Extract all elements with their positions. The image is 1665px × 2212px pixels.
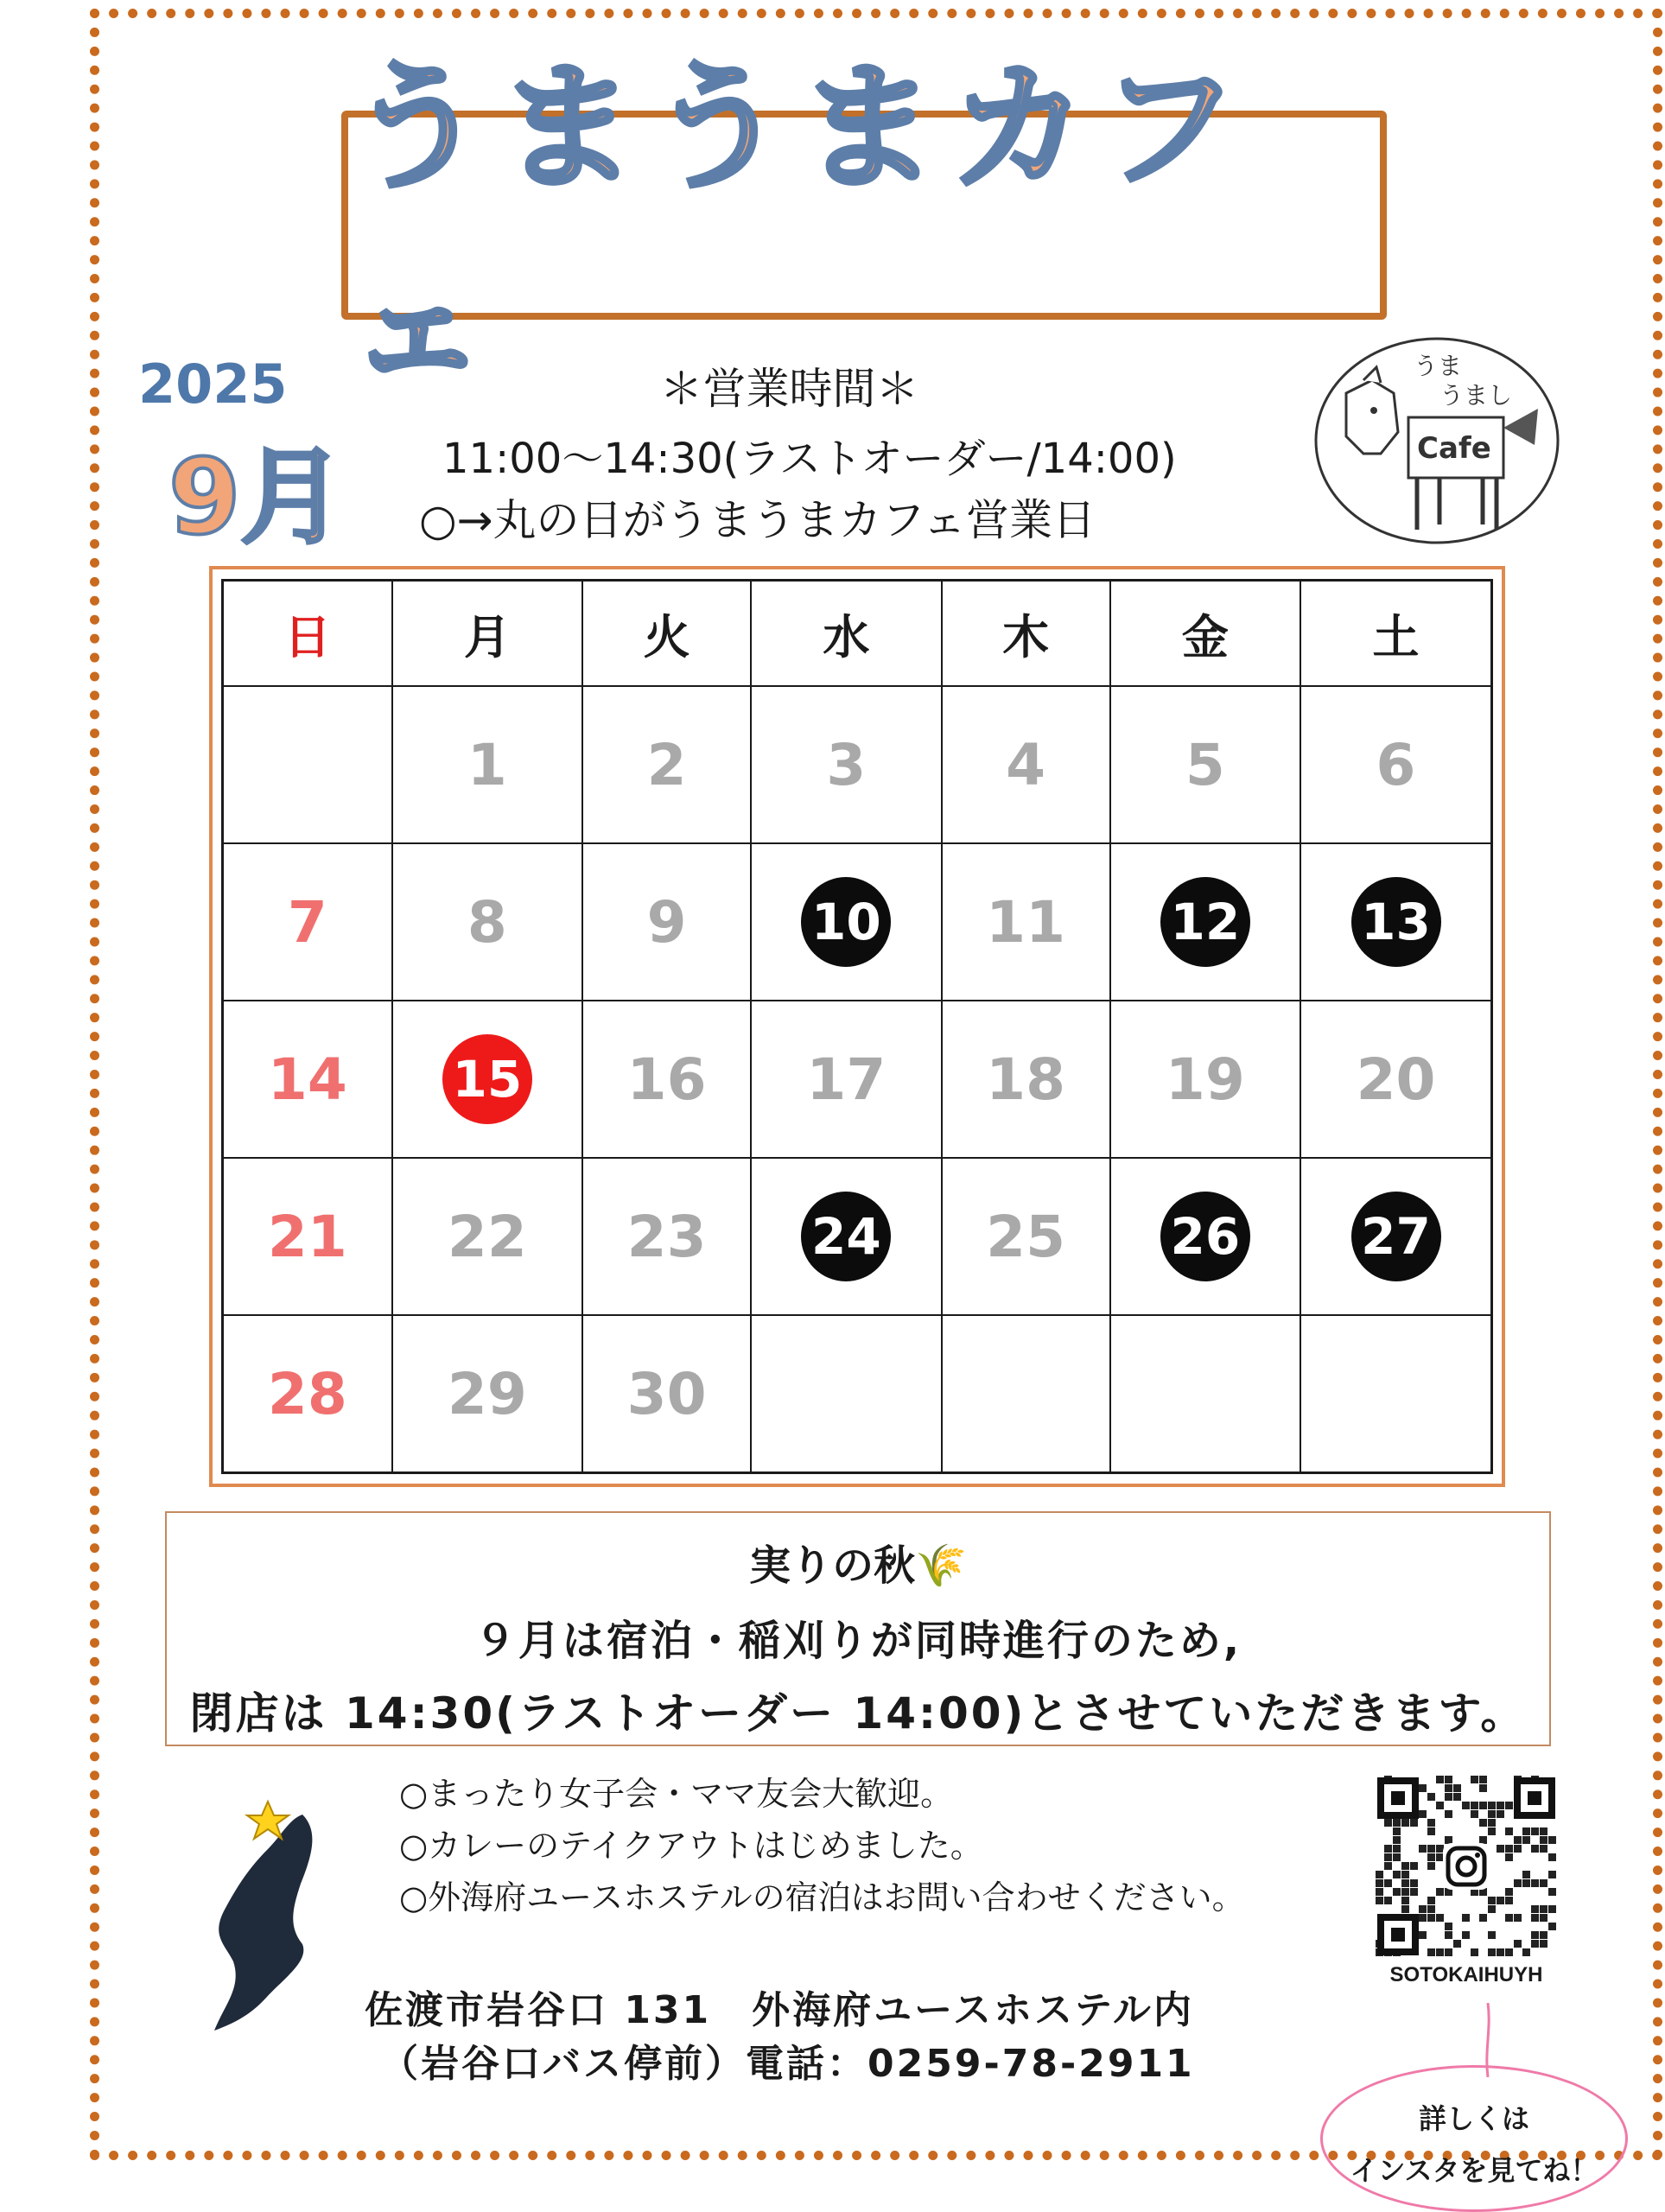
logo-cafe-sign: Cafe — [1417, 431, 1491, 466]
calendar-day-cell — [942, 1158, 1110, 1315]
day-number: 17 — [806, 1046, 887, 1113]
day-number: 9 — [646, 888, 687, 956]
calendar-week-row — [223, 843, 1492, 1001]
calendar-day-cell — [751, 843, 941, 1001]
weekday-header: 土 — [1300, 581, 1491, 687]
open-day-note: ○→丸の日がうまうまカフェ営業日 — [419, 495, 1096, 545]
calendar-day-cell — [392, 1158, 582, 1315]
bullet-item: ○まったり女子会・ママ友会大歓迎。 — [399, 1775, 954, 1813]
open-day-marker: 26 — [1160, 1192, 1250, 1281]
notice-heading: 実りの秋🌾 — [749, 1541, 967, 1590]
calendar-week-row — [223, 1315, 1492, 1473]
calendar-day-cell — [942, 1315, 1110, 1473]
day-number: 16 — [626, 1046, 707, 1113]
notice-line: 閉店は 14:30(ラストオーダー 14:00)とさせていただきます。 — [189, 1688, 1527, 1738]
bubble-text: インスタを見てね！ — [1350, 2154, 1598, 2187]
calendar-day-cell — [751, 1001, 941, 1158]
calendar-day-cell — [1300, 1158, 1491, 1315]
weekday-header: 水 — [751, 581, 941, 687]
day-number: 30 — [626, 1360, 707, 1427]
open-day-holiday-marker: 15 — [442, 1034, 532, 1124]
open-day-marker: 24 — [801, 1192, 891, 1281]
calendar-day-cell — [392, 686, 582, 843]
calendar-day-cell — [223, 1158, 392, 1315]
logo-text-1: うま — [1414, 352, 1463, 380]
calendar-body — [223, 686, 1492, 1473]
calendar-day-cell — [582, 686, 751, 843]
weekday-header-row — [223, 581, 1492, 687]
page-title: うまうまカフェ — [348, 47, 1251, 407]
month-label: 9月 — [168, 438, 345, 558]
open-day-marker: 10 — [801, 877, 891, 967]
calendar-day-cell — [1300, 686, 1491, 843]
address-phone-line: （岩谷口バス停前）電話：0259-78-2911 — [380, 2042, 1195, 2086]
calendar-day-cell — [751, 1158, 941, 1315]
calendar-day-cell — [1110, 686, 1300, 843]
calendar-day-cell — [751, 686, 941, 843]
calendar-day-cell — [1110, 1001, 1300, 1158]
day-number: 6 — [1376, 731, 1416, 798]
day-number: 1 — [467, 731, 507, 798]
calendar-day-cell — [1300, 1001, 1491, 1158]
day-number: 7 — [287, 888, 327, 956]
info-bullets — [399, 1768, 1245, 1923]
open-day-marker: 27 — [1351, 1192, 1441, 1281]
hours-time: 11:00〜14:30(ラストオーダー/14:00) — [442, 435, 1177, 483]
weekday-header: 木 — [942, 581, 1110, 687]
calendar-day-cell — [392, 1315, 582, 1473]
weekday-header: 金 — [1110, 581, 1300, 687]
calendar-day-cell — [1300, 843, 1491, 1001]
calendar-day-cell — [1110, 1158, 1300, 1315]
calendar-day-cell — [1110, 843, 1300, 1001]
calendar-week-row — [223, 686, 1492, 843]
calendar-week-row — [223, 1001, 1492, 1158]
day-number: 25 — [986, 1203, 1066, 1270]
day-number: 14 — [267, 1046, 347, 1113]
calendar-day-cell — [223, 1001, 392, 1158]
calendar-day-cell — [942, 1001, 1110, 1158]
calendar-day-cell — [223, 686, 392, 843]
calendar-week-row — [223, 1158, 1492, 1315]
day-number: 21 — [267, 1203, 347, 1270]
day-number: 28 — [267, 1360, 347, 1427]
instagram-handle: SOTOKAIHUYH — [1389, 1963, 1543, 1986]
day-number: 23 — [626, 1203, 707, 1270]
calendar-day-cell — [582, 843, 751, 1001]
day-number: 3 — [826, 731, 867, 798]
calendar-day-cell — [751, 1315, 941, 1473]
calendar-day-cell — [582, 1001, 751, 1158]
weekday-header: 火 — [582, 581, 751, 687]
day-number: 22 — [447, 1203, 527, 1270]
day-number: 8 — [467, 888, 507, 956]
year-label: 2025 — [138, 353, 288, 416]
calendar-day-cell — [1110, 1315, 1300, 1473]
weekday-header: 月 — [392, 581, 582, 687]
day-number: 20 — [1356, 1046, 1436, 1113]
calendar-day-cell — [942, 843, 1110, 1001]
day-number: 2 — [646, 731, 687, 798]
calendar-day-cell — [392, 843, 582, 1001]
notice-box — [165, 1511, 1551, 1746]
weekday-header: 日 — [223, 581, 392, 687]
horse-cafe-logo — [1312, 333, 1562, 549]
calendar-day-cell — [223, 843, 392, 1001]
calendar-day-cell — [582, 1315, 751, 1473]
logo-text-2: うまし — [1439, 381, 1513, 410]
day-number: 4 — [1006, 731, 1046, 798]
bullet-item: ○外海府ユースホステルの宿泊はお問い合わせください。 — [399, 1878, 1245, 1916]
day-number: 18 — [986, 1046, 1066, 1113]
day-number: 29 — [447, 1360, 527, 1427]
calendar-day-cell — [392, 1001, 582, 1158]
notice-line: ９月は宿泊・稲刈りが同時進行のため, — [473, 1617, 1242, 1665]
instagram-speech-bubble — [1320, 2065, 1628, 2212]
calendar-day-cell — [1300, 1315, 1491, 1473]
calendar-day-cell — [223, 1315, 392, 1473]
bullet-item: ○カレーのテイクアウトはじめました。 — [399, 1827, 983, 1865]
hours-heading: ＊営業時間＊ — [659, 364, 919, 414]
sado-island-map-icon — [199, 1797, 337, 2039]
day-number: 19 — [1165, 1046, 1245, 1113]
calendar-day-cell — [582, 1158, 751, 1315]
day-number: 11 — [986, 888, 1066, 956]
address-line: 佐渡市岩谷口 131 外海府ユースホステル内 — [365, 1988, 1194, 2032]
instagram-qr-code[interactable] — [1376, 1776, 1557, 1957]
day-number: 5 — [1185, 731, 1225, 798]
open-day-marker: 12 — [1160, 877, 1250, 967]
calendar-day-cell — [942, 686, 1110, 843]
open-day-marker: 13 — [1351, 877, 1441, 967]
calendar-table — [221, 579, 1493, 1474]
bubble-text: 詳しくは — [1418, 2102, 1529, 2135]
